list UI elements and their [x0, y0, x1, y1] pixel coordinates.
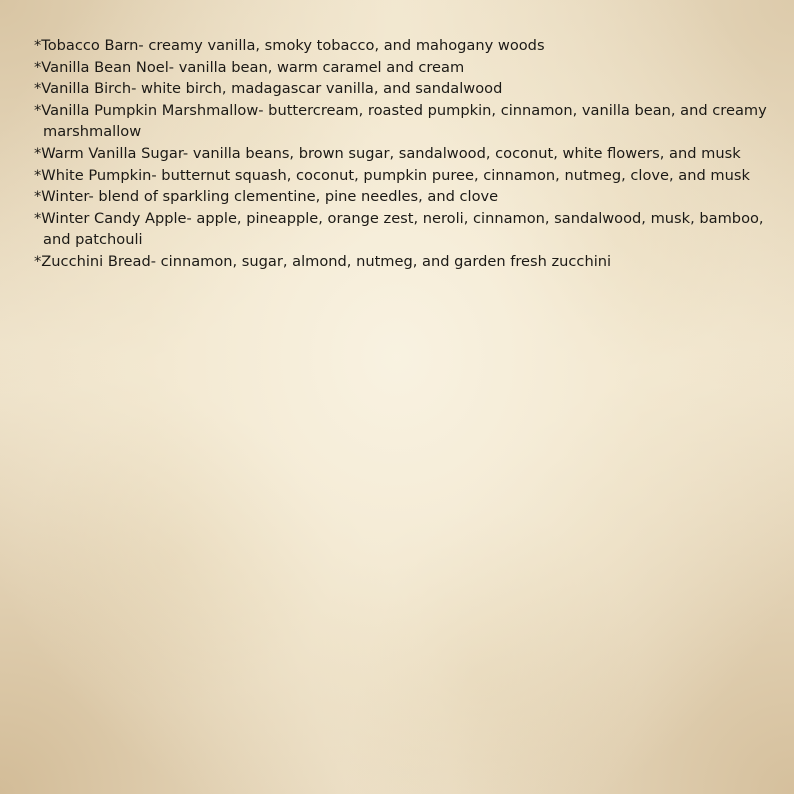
bullet-marker: *	[34, 58, 42, 76]
bullet-marker: *	[34, 188, 42, 206]
scent-description: Vanilla Bean Noel- vanilla bean, warm caramel and cream	[41, 58, 465, 76]
bullet-marker: *	[34, 144, 42, 162]
list-item	[34, 208, 774, 251]
bullet-marker: *	[34, 101, 42, 119]
bullet-marker: *	[34, 166, 42, 184]
bullet-marker: *	[34, 37, 42, 54]
scent-list	[34, 35, 774, 273]
list-item	[34, 251, 774, 273]
scent-description: Vanilla Pumpkin Marshmallow- buttercream, roasted pumpkin, cinnamon, vanilla bean, and creamy marshmallow	[41, 101, 767, 141]
scent-description: Winter- blend of sparkling clementine, pine needles, and clove	[41, 188, 499, 206]
scent-description: White Pumpkin- butternut squash, coconut, pumpkin puree, cinnamon, nutmeg, clove, and musk	[41, 166, 750, 184]
list-item	[34, 143, 774, 165]
list-item	[34, 35, 774, 57]
bullet-marker: *	[34, 252, 42, 270]
list-item	[34, 78, 774, 100]
scent-description: Winter Candy Apple- apple, pineapple, orange zest, neroli, cinnamon, sandalwood, musk, bamboo, and patchouli	[41, 209, 764, 249]
scent-description: Warm Vanilla Sugar- vanilla beans, brown sugar, sandalwood, coconut, white flowers, and musk	[41, 144, 741, 162]
list-item	[34, 100, 774, 143]
scent-description: Vanilla Birch- white birch, madagascar vanilla, and sandalwood	[41, 80, 503, 98]
bullet-marker: *	[34, 209, 42, 227]
scent-description: Zucchini Bread- cinnamon, sugar, almond, nutmeg, and garden fresh zucchini	[41, 252, 612, 270]
bullet-marker: *	[34, 80, 42, 98]
scent-description: Tobacco Barn- creamy vanilla, smoky tobacco, and mahogany woods	[41, 37, 545, 54]
list-item	[34, 57, 774, 79]
list-item	[34, 186, 774, 208]
list-item	[34, 165, 774, 187]
